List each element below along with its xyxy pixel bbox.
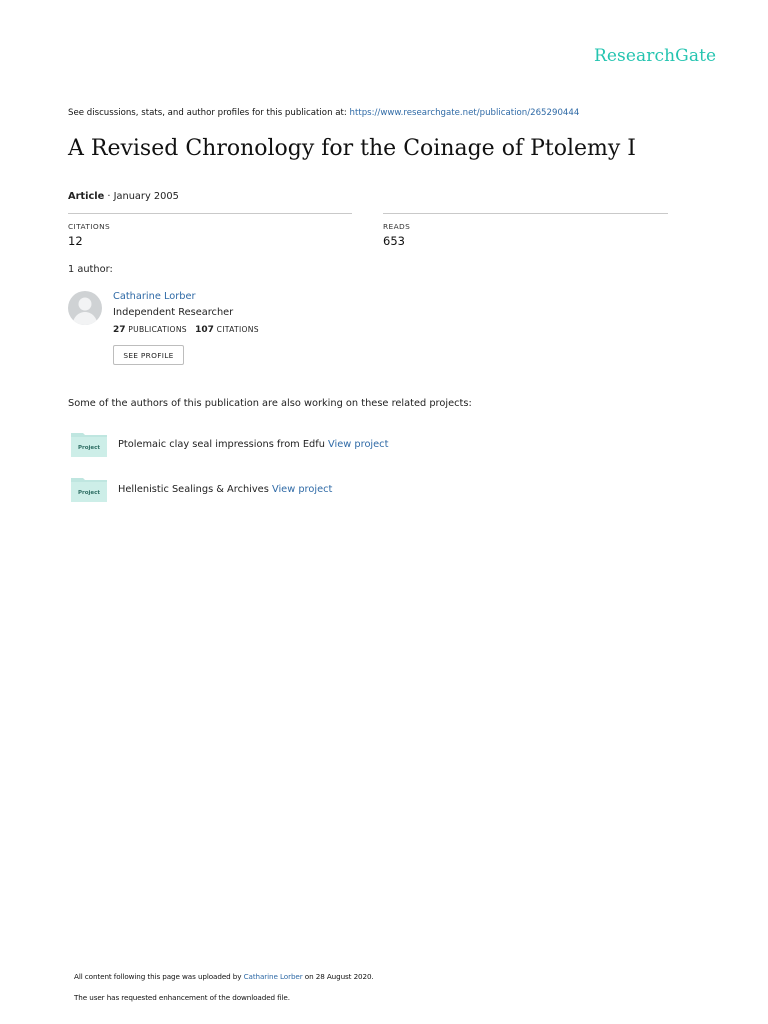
project-icon-label: Project (77, 490, 101, 496)
project-name: Hellenistic Sealings & Archives (118, 484, 269, 495)
project-icon-label: Project (77, 445, 101, 451)
publication-type: Article (68, 191, 105, 202)
upload-notice-prefix: All content following this page was uploaded by (74, 972, 244, 981)
discussion-notice (68, 108, 579, 118)
citations-label: CITATIONS (68, 222, 111, 231)
publication-date: January 2005 (113, 191, 179, 202)
citations-divider (68, 213, 352, 214)
view-project-link[interactable]: View project (271, 484, 333, 495)
citations-value: 12 (68, 234, 83, 248)
researchgate-logo[interactable]: ResearchGate (594, 46, 717, 66)
reads-label: READS (383, 222, 411, 231)
reads-value: 653 (383, 234, 405, 248)
related-projects-heading: Some of the authors of this publication are also working on these related projects: (68, 398, 472, 409)
project-folder-icon (70, 430, 108, 458)
publication-meta (68, 191, 179, 202)
author-avatar[interactable] (68, 291, 102, 325)
author-citations-count: 107 (195, 325, 214, 335)
author-citations-label: CITATIONS (216, 325, 259, 334)
author-name-link[interactable]: Catharine Lorber (113, 291, 196, 302)
view-project-link[interactable]: View project (328, 439, 389, 450)
enhancement-notice: The user has requested enhancement of the downloaded file. (74, 993, 290, 1002)
author-stats (113, 325, 259, 335)
user-placeholder-icon (68, 291, 102, 325)
meta-separator: · (104, 191, 114, 202)
publication-url-link[interactable]: https://www.researchgate.net/publication/265290444 (349, 108, 580, 118)
upload-notice (74, 972, 374, 981)
related-project-item (118, 439, 388, 450)
author-count: 1 author: (68, 264, 113, 275)
author-affiliation: Independent Researcher (113, 307, 234, 318)
discussion-notice-text: See discussions, stats, and author profiles for this publication at: (68, 108, 350, 118)
upload-notice-suffix: on 28 August 2020. (302, 972, 374, 981)
related-project-item (118, 484, 332, 495)
project-folder-icon (70, 475, 108, 503)
uploader-link[interactable]: Catharine Lorber (243, 972, 303, 981)
author-publications-label: PUBLICATIONS (128, 325, 187, 334)
project-name: Ptolemaic clay seal impressions from Edfu (118, 439, 325, 450)
reads-divider (383, 213, 668, 214)
publication-title: A Revised Chronology for the Coinage of Ptolemy I (68, 136, 636, 161)
see-profile-button[interactable]: SEE PROFILE (113, 345, 184, 365)
author-publications-count: 27 (113, 325, 126, 335)
